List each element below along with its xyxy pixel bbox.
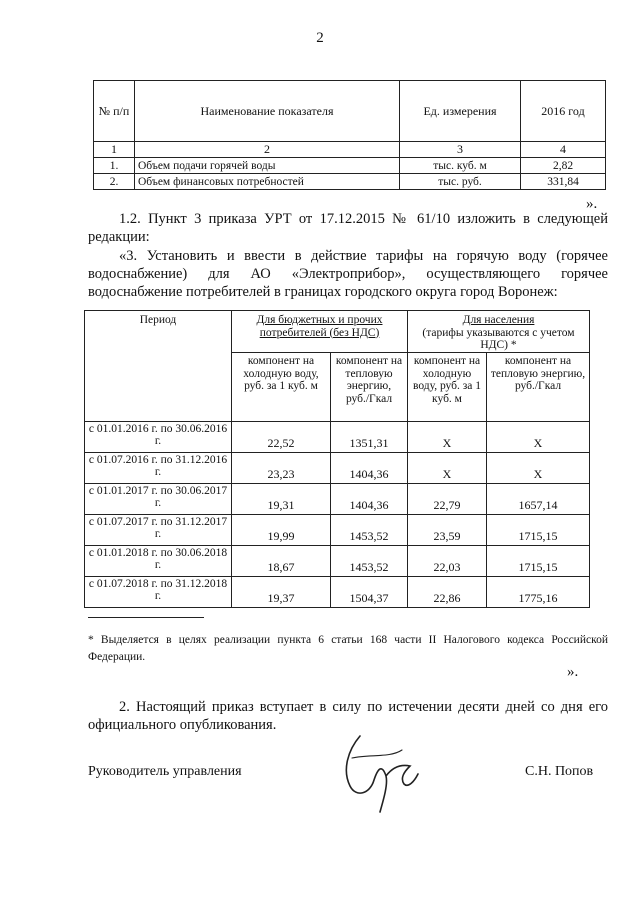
cell: 1404,36	[331, 453, 408, 484]
cell: 331,84	[521, 174, 606, 190]
cell: 19,31	[232, 484, 331, 515]
cell: 1453,52	[331, 515, 408, 546]
table-row	[85, 422, 590, 453]
paragraph-1-2: 1.2. Пункт 3 приказа УРТ от 17.12.2015 № 61/10 изложить в следующей редакции:	[88, 211, 608, 245]
period-cell: с 01.07.2017 г. по 31.12.2017 г.	[85, 515, 232, 546]
cell: 18,67	[232, 546, 331, 577]
cell: Объем финансовых потребностей	[135, 174, 400, 190]
column-number: 2	[135, 142, 400, 158]
table-row	[85, 515, 590, 546]
signatory-name: С.Н. Попов	[525, 764, 594, 779]
table-row	[94, 158, 606, 174]
cell: 22,86	[408, 577, 487, 608]
header-cell: 2016 год	[521, 81, 606, 142]
cell: 23,23	[232, 453, 331, 484]
cell: 22,03	[408, 546, 487, 577]
cell: 2,82	[521, 158, 606, 174]
sub-header: компонент на тепловую энергию, руб./Гкал	[331, 353, 408, 422]
footnote-rule	[88, 617, 204, 618]
period-cell: с 01.01.2016 г. по 30.06.2016 г.	[85, 422, 232, 453]
cell: 22,52	[232, 422, 331, 453]
signatory-position: Руководитель управления	[88, 764, 242, 779]
sub-header: компонент на холодную воду, руб. за 1 куб. м	[408, 353, 487, 422]
cell: 1775,16	[487, 577, 590, 608]
header-cell: № п/п	[94, 81, 135, 142]
table-row	[85, 453, 590, 484]
budget-group-header: Для бюджетных и прочих потребителей (без НДС)	[232, 311, 408, 353]
cell: Объем подачи горячей воды	[135, 158, 400, 174]
cell: 1715,15	[487, 515, 590, 546]
population-header-line1: Для населения	[462, 314, 535, 326]
population-group-header	[408, 311, 590, 353]
column-number: 3	[400, 142, 521, 158]
period-header: Период	[85, 311, 232, 422]
header-cell: Наименование показателя	[135, 81, 400, 142]
sub-header: компонент на тепловую энергию, руб./Гкал	[487, 353, 590, 422]
cell: 19,37	[232, 577, 331, 608]
cell: 2.	[94, 174, 135, 190]
cell: 1351,31	[331, 422, 408, 453]
paragraph-3: «3. Установить и ввести в действие тарифы на горячую воду (горячее водоснабжение) для АО «Электроприбор», осуществляющего горячее водоснабжение потребителей в границах городского округа город Воронеж:	[88, 248, 608, 300]
period-cell: с 01.07.2018 г. по 31.12.2018 г.	[85, 577, 232, 608]
cell: X	[487, 453, 590, 484]
closing-quote: ».	[586, 196, 598, 212]
cell: 23,59	[408, 515, 487, 546]
column-number: 4	[521, 142, 606, 158]
table-row	[85, 546, 590, 577]
cell: 1453,52	[331, 546, 408, 577]
page-number: 2	[316, 30, 324, 46]
table-row	[85, 577, 590, 608]
column-number: 1	[94, 142, 135, 158]
sub-header: компонент на холодную воду, руб. за 1 куб. м	[232, 353, 331, 422]
period-cell: с 01.01.2017 г. по 30.06.2017 г.	[85, 484, 232, 515]
cell: X	[408, 453, 487, 484]
cell: 1715,15	[487, 546, 590, 577]
period-cell: с 01.01.2018 г. по 30.06.2018 г.	[85, 546, 232, 577]
cell: 1.	[94, 158, 135, 174]
period-cell: с 01.07.2016 г. по 31.12.2016 г.	[85, 453, 232, 484]
cell: 19,99	[232, 515, 331, 546]
closing-quote: ».	[567, 664, 579, 680]
footnote: * Выделяется в целях реализации пункта 6 статьи 168 части II Налогового кодекса Российской Федерации.	[88, 634, 608, 663]
cell: 1504,37	[331, 577, 408, 608]
indicators-table	[93, 80, 606, 190]
handwritten-signature-icon	[330, 728, 440, 818]
cell: 1404,36	[331, 484, 408, 515]
cell: 1657,14	[487, 484, 590, 515]
table-row	[85, 484, 590, 515]
tariffs-table	[84, 310, 590, 608]
cell: X	[408, 422, 487, 453]
cell: тыс. руб.	[400, 174, 521, 190]
cell: 22,79	[408, 484, 487, 515]
header-cell: Ед. измерения	[400, 81, 521, 142]
table-row	[94, 174, 606, 190]
cell: X	[487, 422, 590, 453]
cell: тыс. куб. м	[400, 158, 521, 174]
paragraph-2: 2. Настоящий приказ вступает в силу по истечении десяти дней со дня его официального опубликования.	[88, 699, 608, 733]
population-header-rest: (тарифы указываются с учетом НДС) *	[422, 326, 575, 351]
